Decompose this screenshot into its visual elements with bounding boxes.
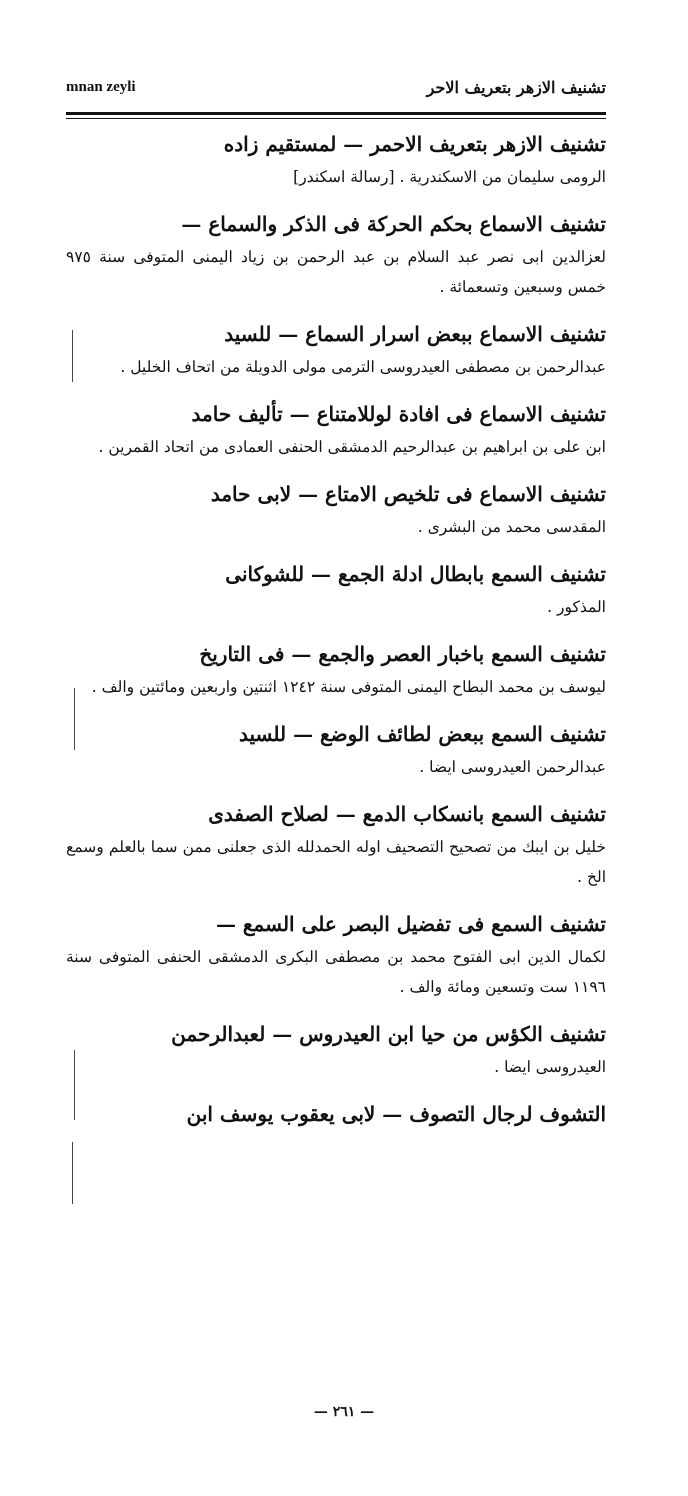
entry-title: تشنيف الاسماع ببعض اسرار السماع — للسيد bbox=[224, 322, 606, 346]
entry bbox=[66, 796, 606, 892]
entry-title: تشنيف الكؤس من حيا ابن العيدروس — لعبدالرحمن bbox=[171, 1022, 606, 1046]
entry bbox=[66, 476, 606, 542]
entry-body: المذكور . bbox=[547, 598, 606, 616]
entry-title: تشنيف الاسماع فى تلخيص الامتاع — لابى حامد bbox=[210, 482, 606, 506]
entries-list bbox=[66, 126, 606, 1146]
entry-body: عبدالرحمن العيدروسى ايضا . bbox=[419, 758, 606, 776]
entry-title: تشنيف الاسماع فى افادة لوللامتناع — تأليف حامد bbox=[191, 402, 606, 426]
entry bbox=[66, 1096, 606, 1132]
header-left-text: mnan zeyli bbox=[66, 78, 136, 95]
entry-body: عبدالرحمن بن مصطفى العيدروسى الترمى مولى الدويلة من اتحاف الخليل . bbox=[120, 358, 606, 376]
entry bbox=[66, 906, 606, 1002]
margin-mark bbox=[72, 1142, 73, 1204]
entry bbox=[66, 316, 606, 382]
entry-body: ليوسف بن محمد البطاح اليمنى المتوفى سنة ١٢٤٢ اثنتين واربعين ومائتين والف . bbox=[91, 678, 606, 696]
entry-title: تشنيف السمع ببعض لطائف الوضع — للسيد bbox=[239, 722, 606, 746]
entry-title: التشوف لرجال التصوف — لابى يعقوب يوسف ابن bbox=[186, 1102, 606, 1126]
entry bbox=[66, 716, 606, 782]
page-number: — ٢٦١ — bbox=[313, 1404, 375, 1420]
entry-body: المقدسى محمد من البشرى . bbox=[417, 518, 606, 536]
entry-title: تشنيف الاسماع بحكم الحركة فى الذكر والسماع — bbox=[181, 212, 606, 236]
entry-title: تشنيف السمع بانسكاب الدمع — لصلاح الصفدى bbox=[208, 802, 606, 826]
entry bbox=[66, 396, 606, 462]
entry-body: ابن على بن ابراهيم بن عبدالرحيم الدمشقى الحنفى العمادى من اتحاد القمرين . bbox=[98, 438, 606, 456]
entry-body: لعزالدين ابى نصر عبد السلام بن عبد الرحمن بن زياد اليمنى المتوفى سنة ٩٧٥ خمس وسبعين وتسعمائة . bbox=[66, 248, 606, 296]
entry-title: تشنيف السمع فى تفضيل البصر على السمع — bbox=[215, 912, 606, 936]
header-rule-thick bbox=[66, 112, 606, 115]
entry-body: لكمال الدين ابى الفتوح محمد بن مصطفى البكرى الدمشقى الحنفى المتوفى سنة ١١٩٦ ست وتسعين ومائة والف . bbox=[66, 948, 606, 996]
entry-body: العيدروسى ايضا . bbox=[494, 1058, 606, 1076]
entry-body: الرومى سليمان من الاسكندرية . [رسالة اسكندر] bbox=[293, 168, 606, 186]
entry bbox=[66, 206, 606, 302]
entry-title: تشنيف السمع باخبار العصر والجمع — فى التاريخ bbox=[199, 642, 606, 666]
entry-title: تشنيف الازهر بتعريف الاحمر — لمستقيم زاده bbox=[223, 132, 606, 156]
entry-title: تشنيف السمع بابطال ادلة الجمع — للشوكانى bbox=[225, 562, 606, 586]
header-right-text: تشنيف الازهر بتعريف الاحر bbox=[426, 77, 606, 97]
entry bbox=[66, 556, 606, 622]
entry-body: خليل بن ايبك من تصحيح التصحيف اوله الحمدلله الذى جعلنى ممن سما بالعلم وسمع الخ . bbox=[66, 838, 606, 886]
running-header bbox=[66, 70, 606, 104]
entry bbox=[66, 1016, 606, 1082]
entry bbox=[66, 636, 606, 702]
header-rule-thin bbox=[66, 118, 606, 119]
entry bbox=[66, 126, 606, 192]
